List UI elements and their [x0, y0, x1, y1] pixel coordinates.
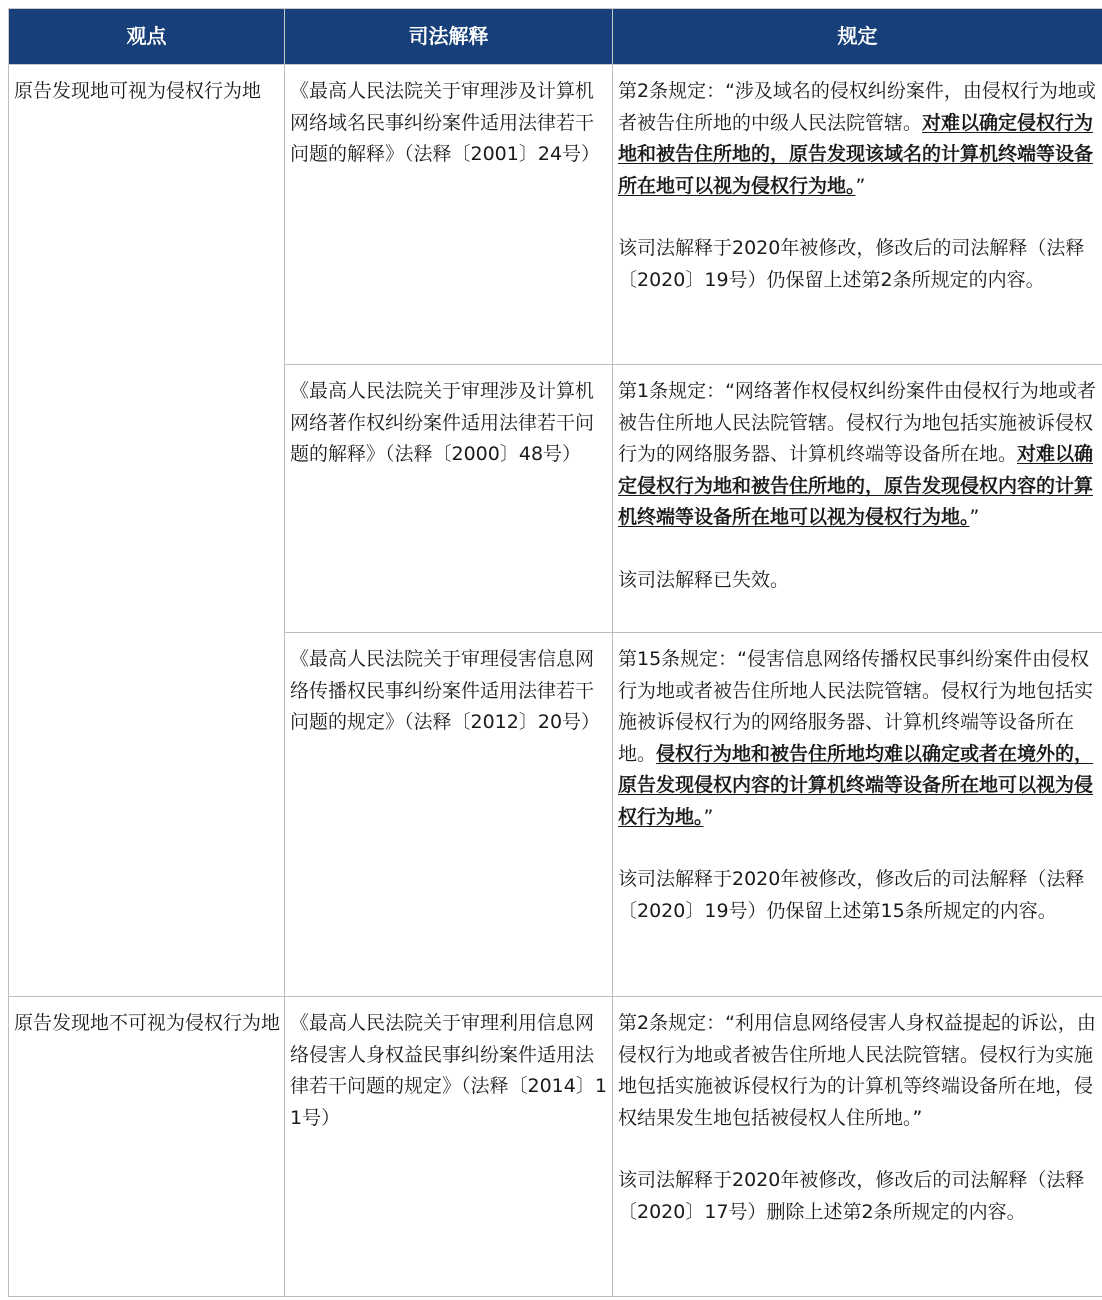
rule-cell [613, 365, 1102, 633]
rule-cell [613, 997, 1102, 1297]
rule-suffix: ” [704, 806, 714, 828]
table-row [9, 997, 1102, 1297]
interpretation-cell: 《最高人民法院关于审理侵害信息网络传播权民事纠纷案件适用法律若干问题的规定》（法释〔2012〕20号） [285, 633, 613, 997]
rule-suffix: ” [970, 506, 980, 528]
rule-text [618, 376, 1098, 534]
rule-cell [613, 633, 1102, 997]
rule-suffix: ” [856, 175, 866, 197]
rule-text [618, 644, 1098, 833]
regulations-table [8, 8, 1102, 1297]
rule-prefix: 第2条规定：“利用信息网络侵害人身权益提起的诉讼，由侵权行为地或者被告住所地人民法院管辖。侵权行为实施地包括实施被诉侵权行为的计算机等终端设备所在地，侵权结果发生地包括被侵权人住所地。” [618, 1012, 1096, 1129]
viewpoint-cell: 原告发现地不可视为侵权行为地 [9, 997, 285, 1297]
interpretation-cell: 《最高人民法院关于审理涉及计算机网络域名民事纠纷案件适用法律若干问题的解释》（法释〔2001〕24号） [285, 65, 613, 365]
rule-prefix: 第15条规定：“侵害信息网络传播权民事纠纷案件由侵权行为地或者被告住所地人民法院管辖。侵权行为地包括实施被诉侵权行为的网络服务器、计算机终端等设备所在地。 [618, 648, 1093, 765]
rule-prefix: 第1条规定：“网络著作权侵权纠纷案件由侵权行为地或者被告住所地人民法院管辖。侵权行为地包括实施被诉侵权行为的网络服务器、计算机终端等设备所在地。 [618, 380, 1096, 465]
status-note: 该司法解释于2020年被修改，修改后的司法解释（法释〔2020〕19号）仍保留上述第15条所规定的内容。 [618, 864, 1098, 927]
rule-highlight: 对难以确定侵权行为地和被告住所地的，原告发现该域名的计算机终端等设备所在地可以视为侵权行为地。 [618, 112, 1093, 197]
rule-cell [613, 65, 1102, 365]
status-note: 该司法解释已失效。 [618, 565, 1098, 597]
rule-highlight: 侵权行为地和被告住所地均难以确定或者在境外的，原告发现侵权内容的计算机终端等设备所在地可以视为侵权行为地。 [618, 743, 1093, 828]
rule-prefix: 第2条规定：“涉及域名的侵权纠纷案件，由侵权行为地或者被告住所地的中级人民法院管辖。 [618, 80, 1096, 134]
header-row [9, 9, 1102, 65]
rule-text [618, 1008, 1098, 1134]
table-row [9, 65, 1102, 365]
header-viewpoint: 观点 [9, 9, 285, 65]
header-interpretation: 司法解释 [285, 9, 613, 65]
rule-highlight: 对难以确定侵权行为地和被告住所地的，原告发现侵权内容的计算机终端等设备所在地可以视为侵权行为地。 [618, 443, 1093, 528]
interpretation-cell: 《最高人民法院关于审理涉及计算机网络著作权纠纷案件适用法律若干问题的解释》（法释〔2000〕48号） [285, 365, 613, 633]
viewpoint-cell: 原告发现地可视为侵权行为地 [9, 65, 285, 997]
rule-text [618, 76, 1098, 202]
status-note: 该司法解释于2020年被修改，修改后的司法解释（法释〔2020〕17号）删除上述第2条所规定的内容。 [618, 1165, 1098, 1228]
header-rule: 规定 [613, 9, 1102, 65]
interpretation-cell: 《最高人民法院关于审理利用信息网络侵害人身权益民事纠纷案件适用法律若干问题的规定》（法释〔2014〕11号） [285, 997, 613, 1297]
status-note: 该司法解释于2020年被修改，修改后的司法解释（法释〔2020〕19号）仍保留上述第2条所规定的内容。 [618, 233, 1098, 296]
